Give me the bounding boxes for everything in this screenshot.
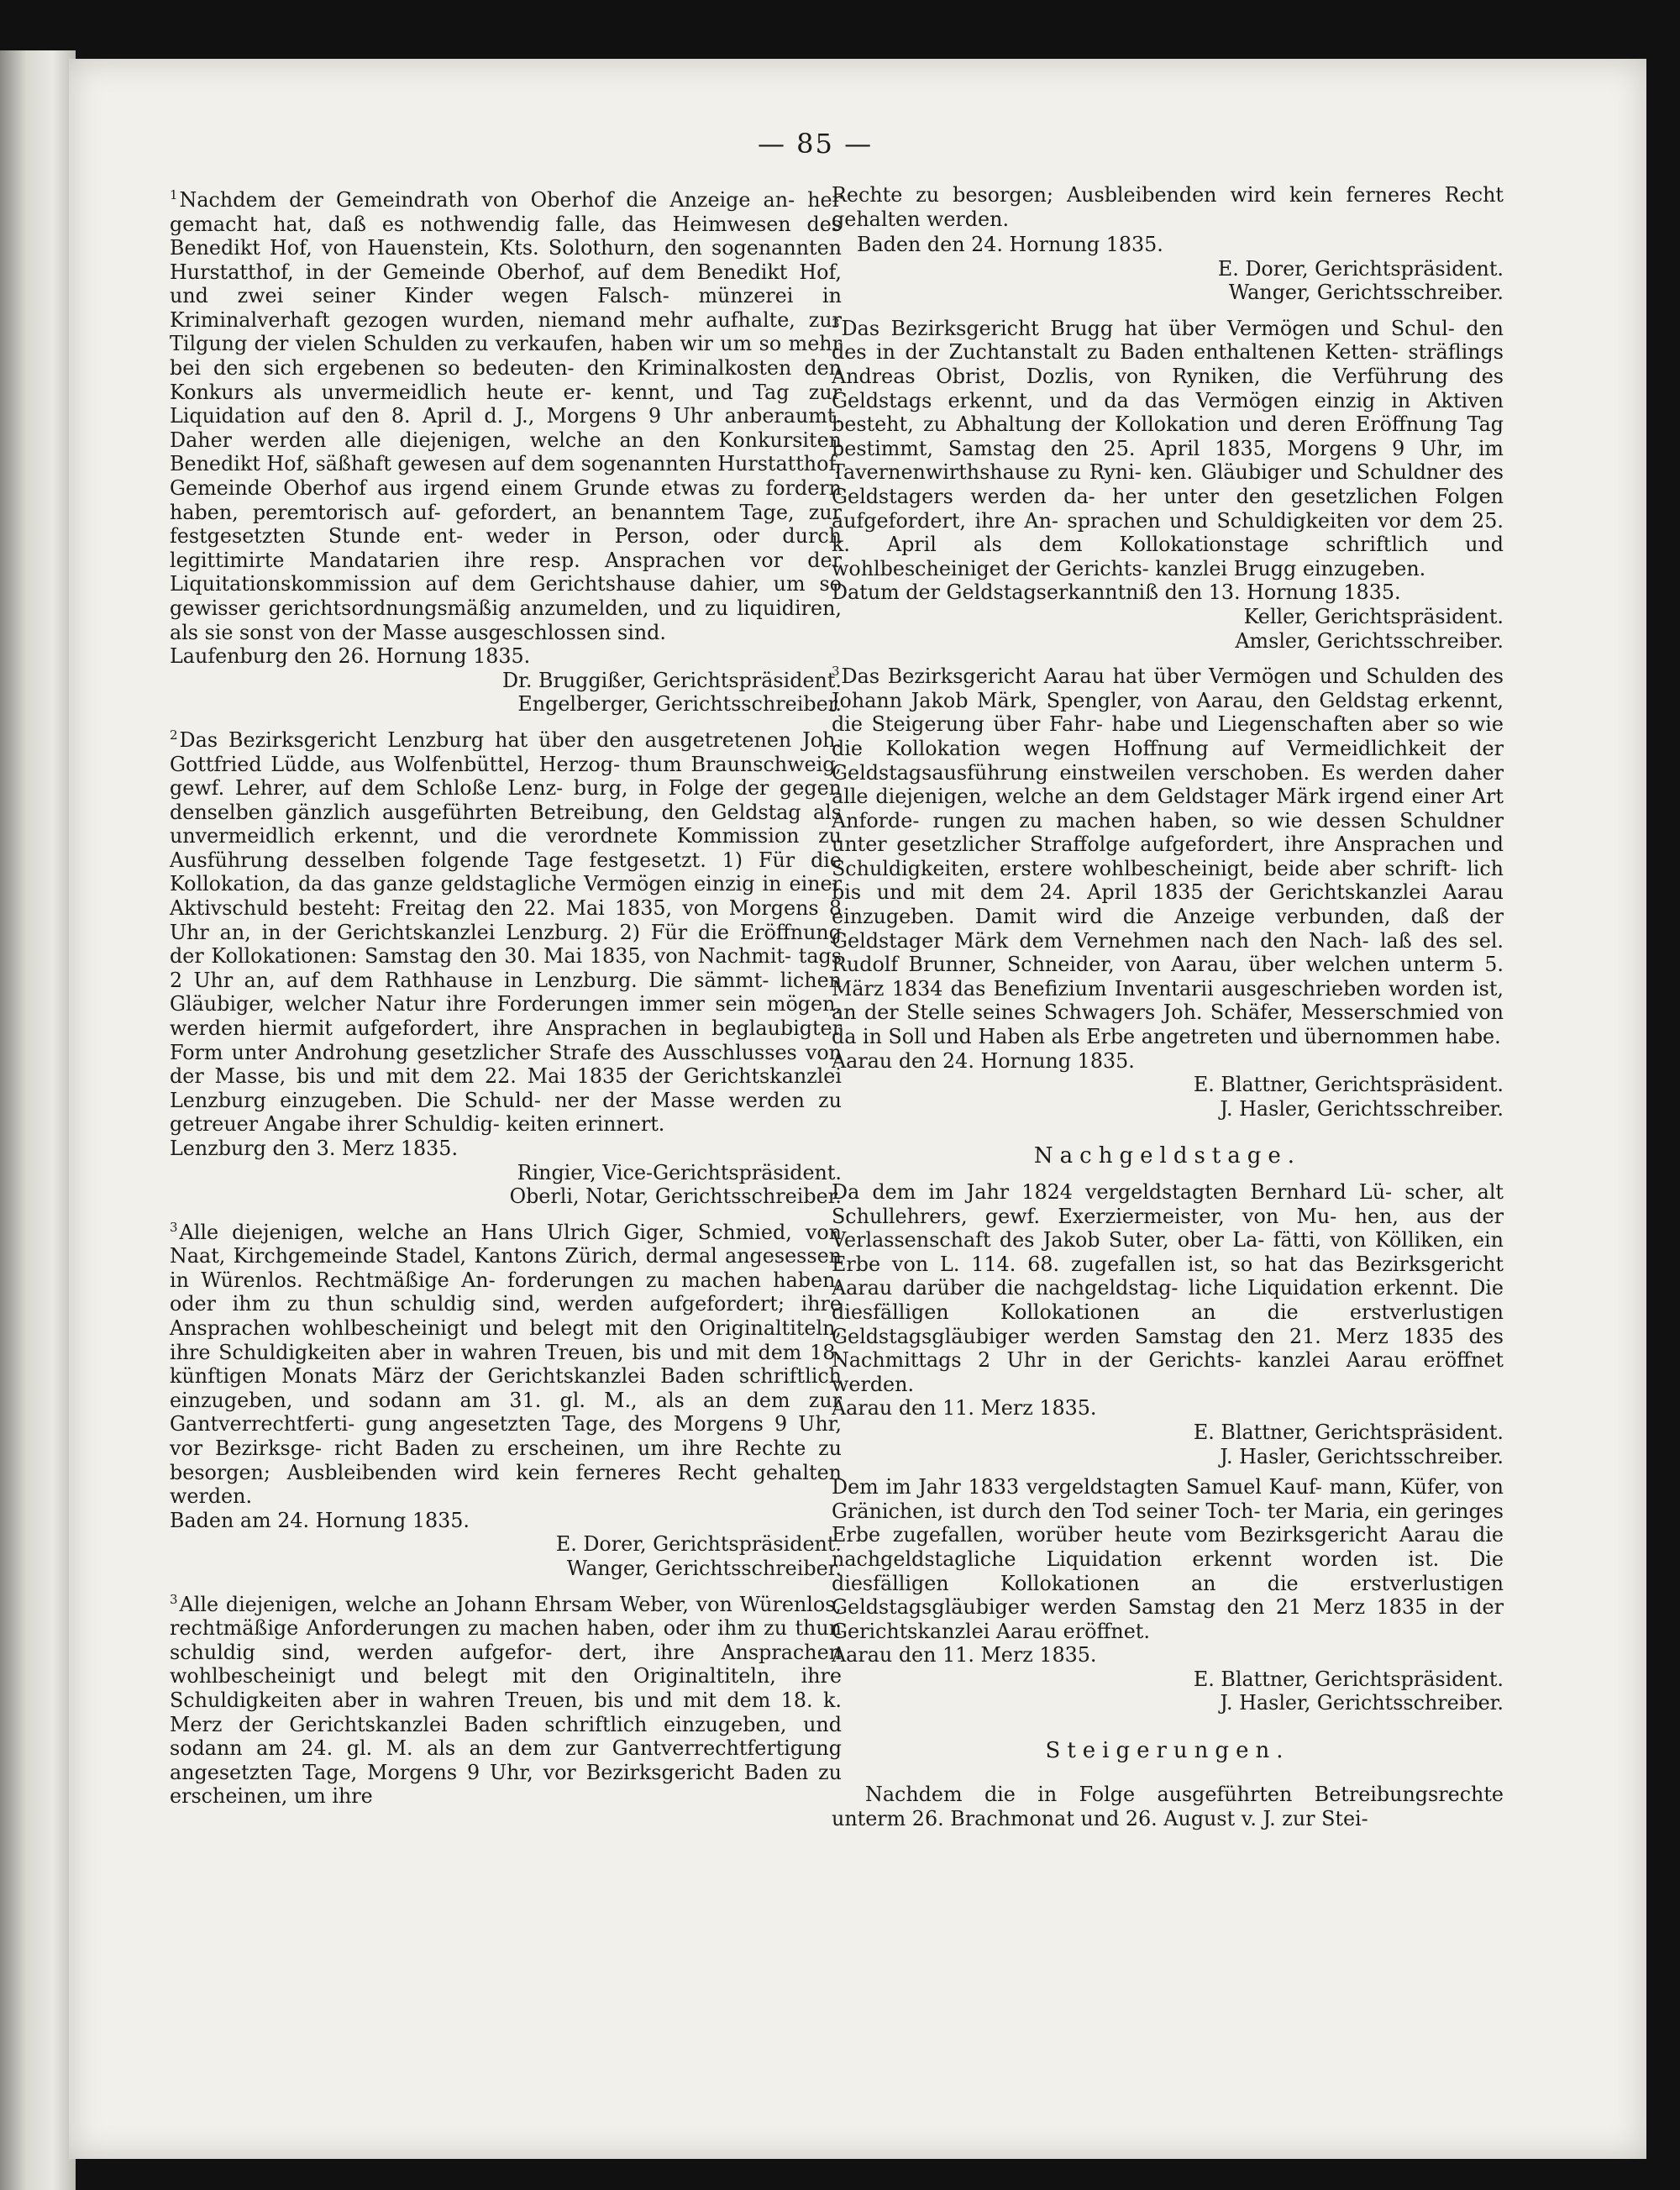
signature: J. Hasler, Gerichtsschreiber. <box>1220 1444 1504 1468</box>
notice-date: Aarau den 11. Merz 1835. <box>832 1396 1097 1421</box>
continuation-text: Rechte zu besorgen; Ausbleibenden wird kein ferneres Recht gehalten werden. <box>832 183 1504 231</box>
signature: Wanger, Gerichtsschreiber. <box>566 1557 842 1581</box>
signature: E. Dorer, Gerichtspräsident. <box>555 1532 842 1557</box>
left-column <box>170 183 842 1815</box>
notice-date: Datum der Geldstagserkanntniß den 13. Hornung 1835. <box>832 580 1401 605</box>
notice-date: Aarau den 24. Hornung 1835. <box>832 1048 1135 1073</box>
notice-brugg <box>832 312 1504 653</box>
left-page-edge <box>0 50 76 2190</box>
signature: Engelberger, Gerichtsschreiber. <box>517 692 842 717</box>
section-heading-nachgeldstage: Nachgeldstage. <box>1033 1143 1302 1169</box>
notice-text: Dem im Jahr 1833 vergeldstagten Samuel Kauf- mann, Küfer, von Gränichen, ist durch den Tod seiner Toch- ter Maria, ein geringes Erbe zugefallen, worüber heute vom Bezirksgericht Aarau die nachgeldstagliche Liquidation erkennt worden ist. Die diesfälligen Kollokationen an die erstverlustigen Geldstagsgläubiger werden Samstag den 21 Merz 1835 in der Gerichtskanzlei Aarau eröffnet. <box>832 1475 1504 1643</box>
notice-date: Baden den 24. Hornung 1835. <box>857 233 1163 257</box>
notice-text <box>170 1588 842 1809</box>
notice-kaufmann <box>832 1475 1504 1715</box>
signature: J. Hasler, Gerichtsschreiber. <box>1220 1691 1504 1715</box>
page-number: — 85 — <box>758 128 874 160</box>
signature: E. Blattner, Gerichtspräsident. <box>1193 1420 1504 1444</box>
signature: Amsler, Gerichtsschreiber. <box>1235 628 1504 653</box>
notice-body: Alle diejenigen, welche an Johann Ehrsam Weber, von Würenlos, rechtmäßige Anforderungen zu machen haben, oder ihm zu thun schuldig sind, werden aufgefor- dert, ihre Ansprachen wohlbescheinigt und belegt mit den Originaltiteln, ihre Schuldigkeiten aber in wahren Treuen, bis und mit dem 18. k. Merz der Gerichtskanzlei Baden schriftlich einzugeben, und sodann am 24. gl. M. als an dem zur Gantverrechtfertigung angesetzten Tage, Morgens 9 Uhr, vor Bezirksgericht Baden zu erscheinen, um ihre <box>170 1592 842 1809</box>
notice-text <box>170 1216 842 1509</box>
signature: Ringier, Vice-Gerichtspräsident. <box>517 1160 842 1184</box>
signature: Keller, Gerichtspräsident. <box>1243 605 1504 629</box>
notice-body: Nachdem der Gemeindrath von Oberhof die Anzeige an- her gemacht hat, daß es nothwendig falle, das Heimwesen des Benedikt Hof, von Hauenstein, Kts. Solothurn, den sogenannten Hurstatthof, in der Gemeinde Oberhof, auf dem Benedikt Hof, und zwei seiner Kinder wegen Falsch- münzerei in Kriminalverhaft gezogen wurden, niemand mehr aufhalte, zur Tilgung der vielen Schulden zu verkaufen, haben wir um so mehr bei den sich ergebenen so bedeuten- den Kriminalkosten den Konkurs als unvermeidlich heute er- kennt, und Tag zur Liquidation auf den 8. April d. J., Morgens 9 Uhr anberaumt. Daher werden alle diejenigen, welche an den Konkursiten Benedikt Hof, säßhaft gewesen auf dem sogenannten Hurstatthof, Gemeinde Oberhof aus irgend einem Grunde etwas zu fordern haben, peremtorisch auf- gefordert, an benanntem Tage, zur festgesetzten Stunde ent- weder in Person, oder durch legittimirte Mandatarien ihre resp. Ansprachen vor der Liquitationskommission auf dem Gerichtshause dahier, um so gewisser gerichtsordnungsmäßig anzumelden, und zu liquidiren, als sie sonst von der Masse ausgeschlossen sind. <box>170 187 842 644</box>
notice-body: Das Bezirksgericht Brugg hat über Vermögen und Schul- den des in der Zuchtanstalt zu Baden enthaltenen Ketten- sträflings Andreas Obrist, Dozlis, von Ryniken, die Verführung des Geldstags erkennt, und da das Vermögen einzig in Aktiven besteht, zu Abhaltung der Kollokation und deren Eröffnung Tag bestimmt, Samstag den 25. April 1835, Morgens 9 Uhr, im Tavernenwirthshause zu Ryni- ken. Gläubiger und Schuldner des Geldstagers werden da- her unter den gesetzlichen Folgen aufgefordert, ihre An- sprachen und Schuldigkeiten vor dem 25. k. April als dem Kollokationstage schriftlich und wohlbescheiniget der Gerichts- kanzlei Brugg einzugeben. <box>832 316 1504 580</box>
notice-body: Das Bezirksgericht Aarau hat über Vermögen und Schulden des Johann Jakob Märk, Spengler, von Aarau, den Geldstag erkennt, die Steigerung über Fahr- habe und Liegenschaften aber so wie die Kollokation wegen Hoffnung auf Vermeidlichkeit der Geldstagsausführung einstweilen verschoben. Es werden daher alle diejenigen, welche an dem Geldstager Märk irgend einer Art Anforde- rungen zu machen haben, so wie dessen Schuldner unter gesetzlicher Straffolge aufgefordert, ihre Ansprachen und Schuldigkeiten, erstere wohlbescheinigt, beide aber schrift- lich bis und mit dem 24. April 1835 der Gerichtskanzlei Aarau einzugeben. Damit wird die Anzeige verbunden, daß der Geldstager Märk dem Vernehmen nach den Nach- laß des sel. Rudolf Brunner, Schneider, von Aarau, über welchen unterm 5. März 1834 das Benefizium Inventarii ausgeschrieben worden ist, an der Stelle seines Schwagers Joh. Schäfer, Messerschmied von da in Soll und Haben als Erbe angetreten und übernommen habe. <box>832 664 1504 1049</box>
signature: Dr. Bruggißer, Gerichtspräsident. <box>501 668 842 692</box>
section-heading-steigerungen: Steigerungen. <box>1045 1738 1290 1764</box>
signature: J. Hasler, Gerichtsschreiber. <box>1220 1096 1504 1121</box>
notice-date: Baden am 24. Hornung 1835. <box>170 1508 470 1532</box>
signature: E. Blattner, Gerichtspräsident. <box>1193 1073 1504 1097</box>
notice-text <box>170 723 842 1137</box>
notice-text: Da dem im Jahr 1824 vergeldstagten Bernhard Lü- scher, alt Schullehrers, gewf. Exerziermeister, von Mu- hen, aus der Verlassenschaft des Jakob Suter, ober La- fätti, von Kölliken, ein Erbe von L. 114. 68. zugefallen ist, so hat das Bezirksgericht Aarau darüber die nachgeldstag- liche Liquidation erkennt. Die diesfälligen Kollokationen an die erstverlustigen Geldstagsgläubiger werden Samstag den 21. Merz 1835 des Nachmittags 2 Uhr in der Gerichts- kanzlei Aarau eröffnet werden. <box>832 1180 1504 1396</box>
signature: Wanger, Gerichtsschreiber. <box>1228 281 1504 305</box>
notice-text <box>832 312 1504 580</box>
notice-body: Alle diejenigen, welche an Hans Ulrich Giger, Schmied, von Naat, Kirchgemeinde Stadel, Kantons Zürich, dermal angesessen in Würenlos. Rechtmäßige An- forderungen zu machen haben, oder ihm zu thun schuldig sind, werden aufgefordert; ihre Ansprachen wohlbescheinigt und belegt mit den Originaltiteln, ihre Schuldigkeiten aber in wahren Treuen, bis und mit dem 18. künftigen Monats März der Gerichtskanzlei Baden schriftlich einzugeben, und sodann am 31. gl. M., als an dem zur Gantverrechtferti- gung angesetzten Tage, des Morgens 9 Uhr, vor Bezirksge- richt Baden zu erscheinen, um ihre Rechte zu besorgen; Ausbleibenden wird kein ferneres Recht gehalten werden. <box>170 1220 842 1509</box>
notice-giger <box>170 1216 842 1581</box>
notice-luescher <box>832 1180 1504 1468</box>
newspaper-page <box>69 59 1646 2159</box>
notice-text <box>170 183 842 644</box>
notice-date: Lenzburg den 3. Merz 1835. <box>170 1137 459 1160</box>
notice-body: Das Bezirksgericht Lenzburg hat über den ausgetretenen Joh. Gottfried Lüdde, aus Wolfenbüttel, Herzog- thum Braunschweig, gewf. Lehrer, auf dem Schloße Lenz- burg, in Folge der gegen denselben gänzlich ausgeführten Betreibung, den Geldstag als unvermeidlich erkennt, und die verordnete Kommission zu Ausführung desselben folgende Tage festgesetzt. 1) Für die Kollokation, da das ganze geldstagliche Vermögen einzig in einer Aktivschuld besteht: Freitag den 22. Mai 1835, von Morgens 8 Uhr an, in der Gerichtskanzlei Lenzburg. 2) Für die Eröffnung der Kollokationen: Samstag den 30. Mai 1835, von Nachmit- tags 2 Uhr an, auf dem Rathhause in Lenzburg. Die sämmt- lichen Gläubiger, welcher Natur ihre Forderungen immer sein mögen, werden hiermit aufgefordert, ihre Ansprachen in beglaubigter Form unter Androhung gesetzlicher Strafe des Ausschlusses von der Masse, bis und mit dem 22. Mai 1835 der Gerichtskanzlei Lenzburg einzugeben. Die Schuld- ner der Masse werden zu getreuer Angabe ihrer Schuldig- keiten erinnert. <box>170 727 842 1137</box>
notice-oberhof <box>170 183 842 717</box>
notice-text: Nachdem die in Folge ausgeführten Betreibungsrechte unterm 26. Brachmonat und 26. August v. J. zur Stei- <box>832 1783 1504 1831</box>
notice-text <box>832 659 1504 1048</box>
notice-weber <box>170 1588 842 1809</box>
right-column <box>832 183 1504 1851</box>
notice-aarau-maerk <box>832 659 1504 1121</box>
signature: Oberli, Notar, Gerichtsschreiber. <box>509 1184 842 1209</box>
signature: E. Blattner, Gerichtspräsident. <box>1193 1667 1504 1691</box>
notice-lenzburg <box>170 723 842 1209</box>
notice-date: Aarau den 11. Merz 1835. <box>832 1643 1097 1667</box>
signature: E. Dorer, Gerichtspräsident. <box>1217 256 1504 281</box>
notice-date: Laufenburg den 26. Hornung 1835. <box>170 644 531 669</box>
